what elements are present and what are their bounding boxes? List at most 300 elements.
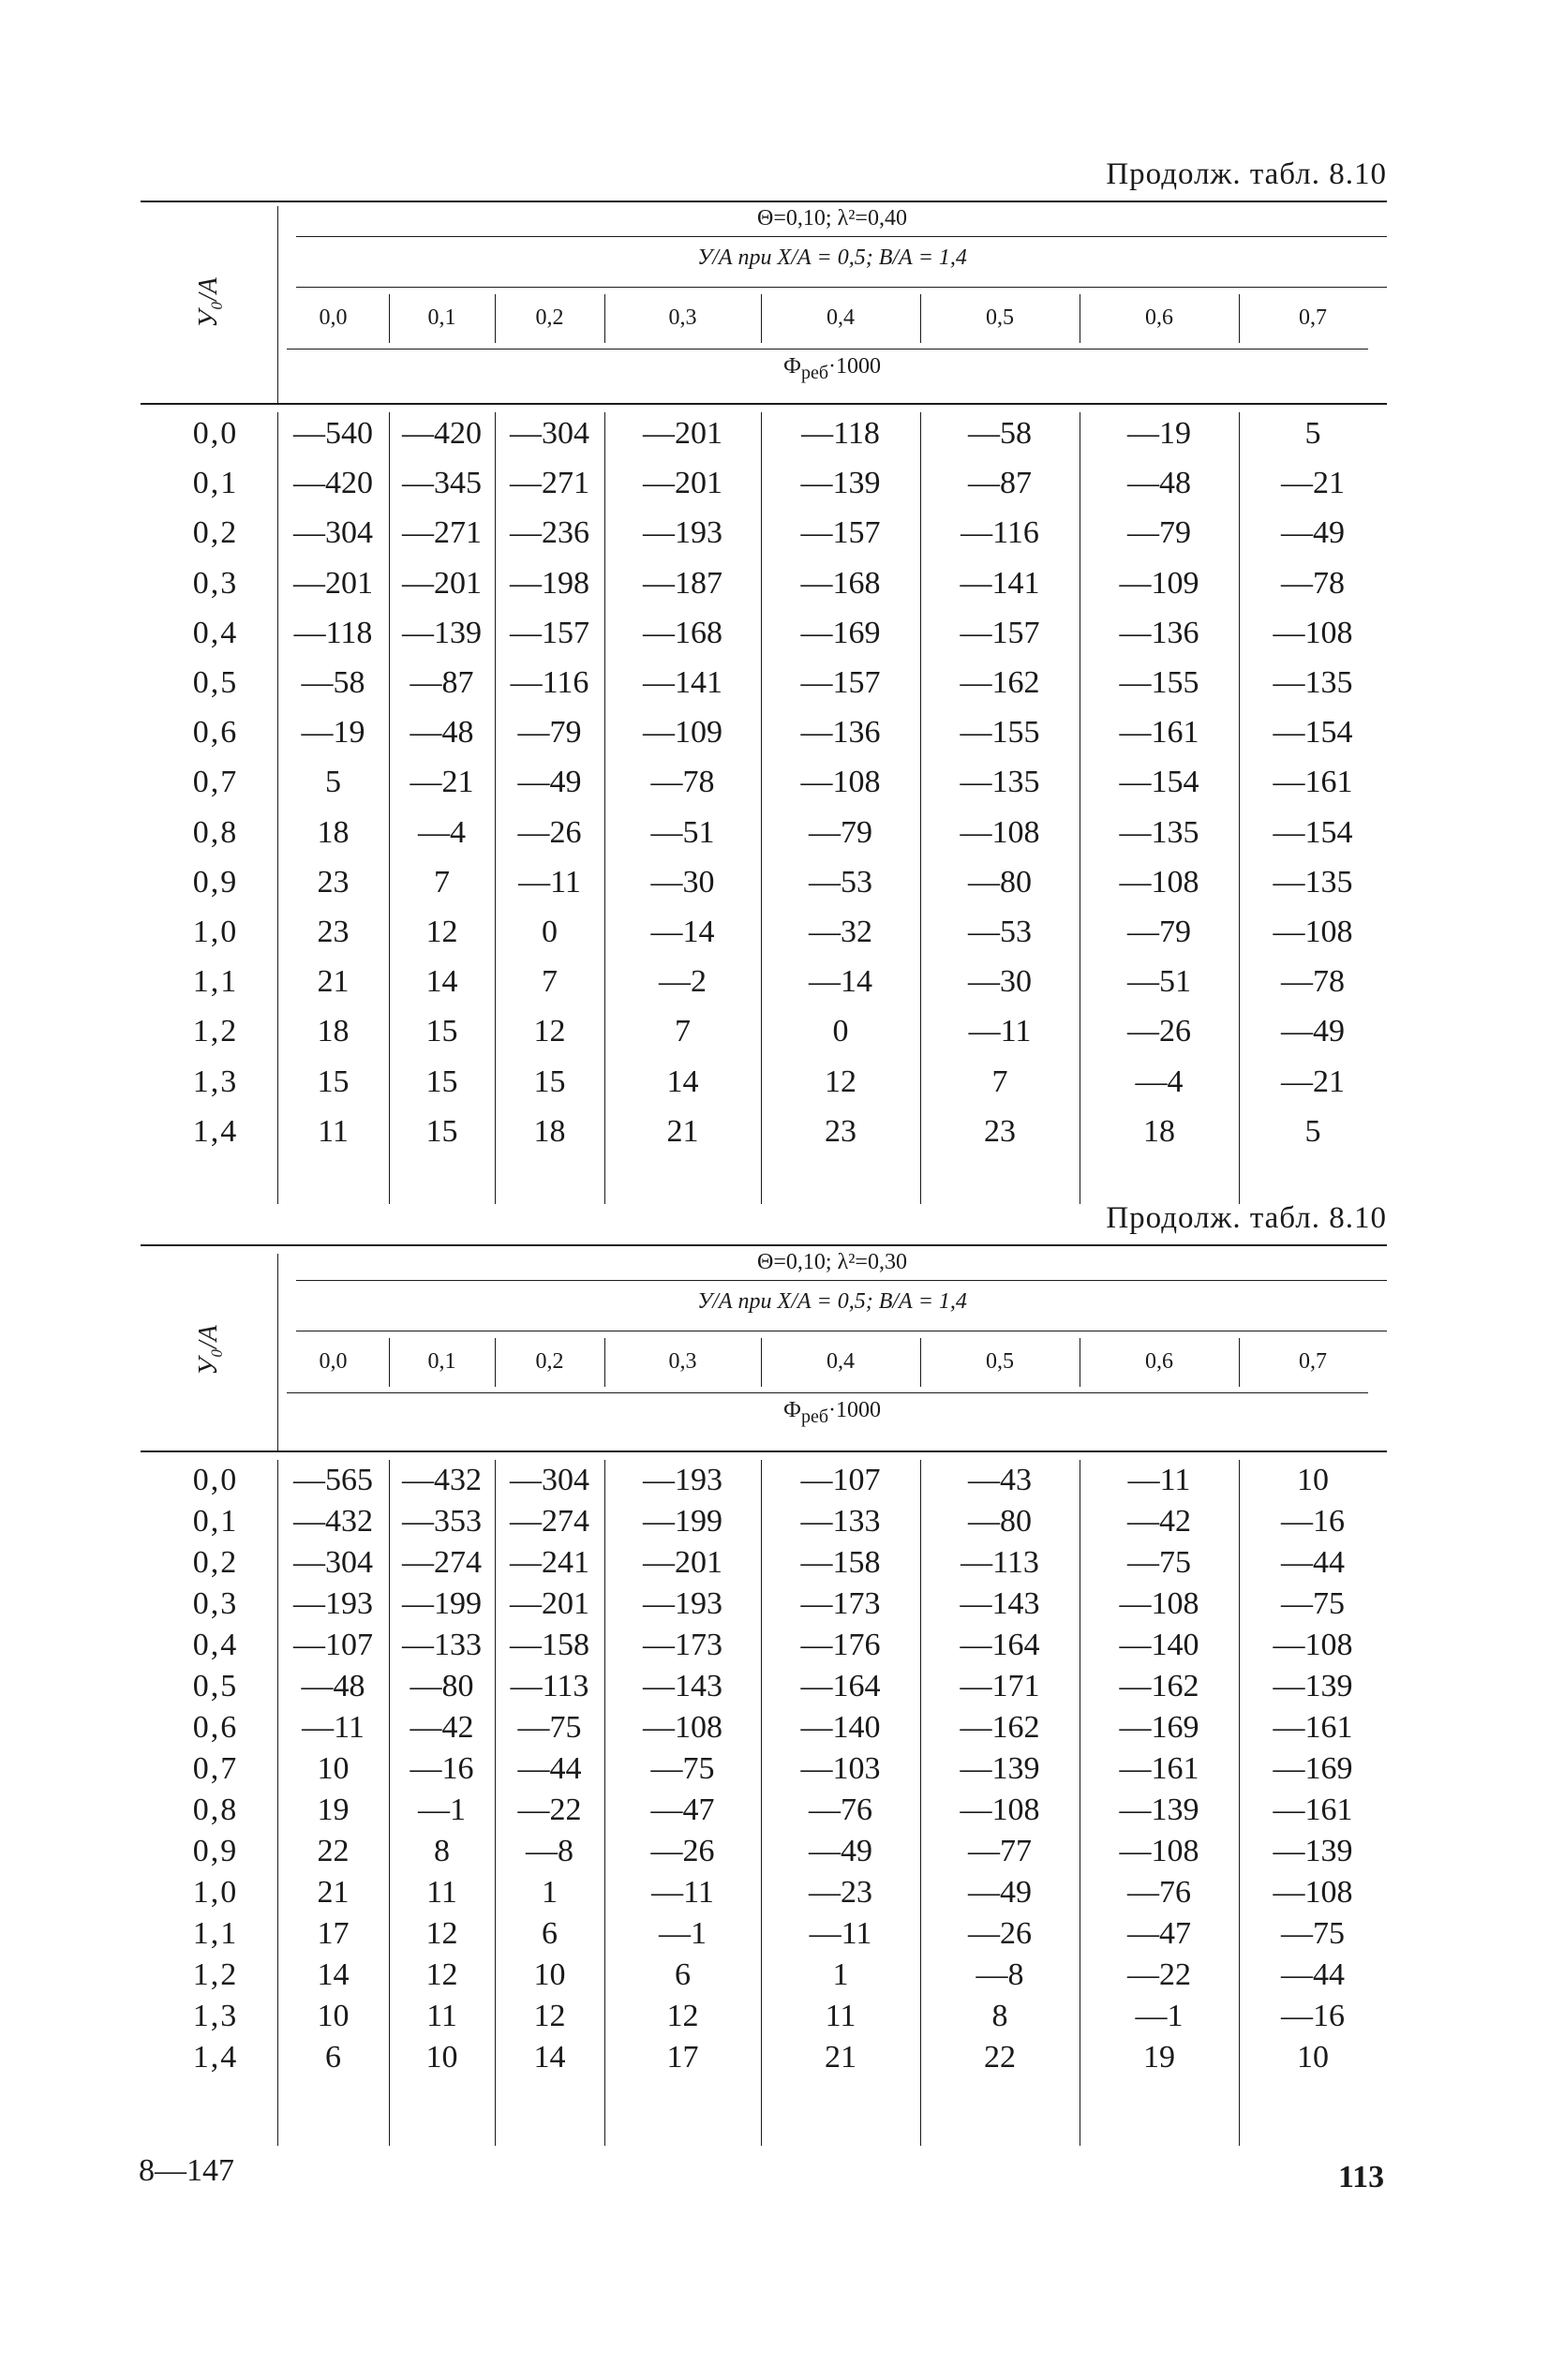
table-2-table-cell: —161 [1273, 1710, 1353, 1745]
table-2-table-cell: 8 [991, 1999, 1008, 2033]
table-1-table-cell: —161 [1119, 715, 1199, 751]
table-1-table-cell: —168 [643, 615, 722, 650]
table-2-table-cell: —108 [1273, 1875, 1353, 1910]
table-2-column-header: 0,1 [427, 1349, 456, 1374]
table-1-table-cell: —157 [960, 615, 1040, 650]
table-2-table-cell: —16 [410, 1751, 474, 1786]
table-2-table-cell: —49 [809, 1834, 872, 1868]
table-1-table-cell: —155 [960, 715, 1040, 751]
table-1-row-label: 0,4 [192, 615, 239, 650]
table-2-table-cell: —75 [1127, 1545, 1191, 1580]
table-2-table-cell: —75 [1281, 1916, 1345, 1951]
table-1-column-header-rule [287, 349, 1368, 350]
table-1-table-cell: —193 [643, 515, 722, 551]
table-1-table-cell: —11 [518, 864, 581, 900]
table-2-table-cell: —107 [800, 1463, 881, 1497]
table-2-table-cell: —161 [1119, 1751, 1199, 1786]
table-2-row-axis-label: У₀/А [194, 1325, 223, 1376]
table-2-table-cell: 21 [317, 1875, 350, 1910]
table-2-table-cell: —76 [1127, 1875, 1191, 1910]
table-2-column-header-rule [287, 1392, 1368, 1393]
table-1-table-cell: —169 [800, 615, 881, 650]
table-1-table-cell: —118 [801, 416, 880, 451]
table-2-table-cell: —11 [809, 1916, 872, 1951]
table-1-table-cell: —26 [517, 814, 582, 850]
table-2-table-cell: 12 [533, 1999, 566, 2033]
table-1-table-cell: 15 [425, 1064, 458, 1099]
table-1-table-cell: 21 [666, 1113, 699, 1149]
table-2-row-label: 0,3 [192, 1586, 239, 1621]
table-1-table-cell: —51 [1127, 964, 1191, 1000]
table-2-table-cell: —158 [510, 1628, 589, 1662]
table-1-table-cell: 5 [1304, 1113, 1321, 1149]
table-1-table-cell: —108 [1119, 864, 1199, 900]
table-1-table-cell: 14 [425, 964, 458, 1000]
table-1-row-label: 0,6 [192, 715, 239, 751]
table-2-params-rule [296, 1280, 1387, 1281]
table-1-table-cell: —30 [968, 964, 1032, 1000]
table-1-table-cell: —135 [1119, 814, 1199, 850]
table-2-column-header-divider [389, 1338, 390, 1387]
table-1-table-cell: —201 [293, 565, 373, 601]
table-2-table-cell: —143 [960, 1586, 1040, 1621]
table-1-table-cell: —157 [800, 665, 881, 700]
table-2-table-cell: 22 [317, 1834, 350, 1868]
table-2-table-cell: 10 [317, 1751, 350, 1786]
table-1-table-cell: —53 [968, 915, 1032, 949]
table-1-row-label: 0,9 [192, 864, 239, 900]
table-1-table-cell: 15 [317, 1064, 350, 1099]
table-1-row-label: 0,8 [192, 814, 239, 850]
table-1-table-cell: —154 [1273, 715, 1353, 751]
table-2-table-cell: —139 [1119, 1792, 1199, 1827]
table-1-table-cell: —162 [960, 665, 1040, 700]
table-2-table-cell: —11 [651, 1875, 714, 1910]
table-2-column-header: 0,4 [827, 1349, 855, 1374]
table-1-table-cell: —109 [1119, 565, 1199, 601]
table-2-table-cell: —47 [650, 1792, 715, 1827]
table-2-column-header-divider [1239, 1338, 1240, 1387]
table-2-table-cell: —108 [1119, 1834, 1199, 1868]
table-2-row-label: 0,7 [192, 1751, 239, 1786]
table-1-table-cell: —48 [410, 715, 474, 751]
table-2-column-header: 0,7 [1299, 1349, 1327, 1374]
table-1-table-cell: —187 [643, 565, 722, 601]
table-1-table-cell: 23 [317, 915, 350, 949]
table-2-table-cell: 6 [325, 2040, 341, 2075]
table-1-table-cell: —304 [510, 416, 589, 451]
table-1-table-cell: 15 [533, 1064, 566, 1099]
table-1-table-cell: 18 [317, 814, 350, 850]
table-2-table-cell: —158 [800, 1545, 881, 1580]
table-2-table-cell: 6 [675, 1957, 691, 1992]
table-1-table-cell: —53 [809, 864, 872, 900]
table-1-table-cell: —79 [517, 715, 582, 751]
table-1-table-cell: —136 [1119, 615, 1199, 650]
table-2-table-cell: —26 [650, 1834, 715, 1868]
table-1-table-cell: 23 [825, 1113, 856, 1149]
table-2-table-cell: —108 [1273, 1628, 1353, 1662]
table-1-column-header: 0,7 [1299, 305, 1327, 330]
table-2-table-cell: —11 [1127, 1463, 1191, 1497]
table-2-table-cell: —432 [402, 1463, 482, 1497]
table-2-table-cell: —139 [960, 1751, 1040, 1786]
table-2-table-cell: —201 [643, 1545, 722, 1580]
table-2-table-cell: 10 [317, 1999, 350, 2033]
table-2-table-cell: —76 [809, 1792, 872, 1827]
table-2-table-cell: —140 [800, 1710, 881, 1745]
table-1-table-cell: —58 [301, 665, 365, 700]
table-1-table-cell: —11 [968, 1014, 1032, 1049]
table-2-table-cell: —47 [1127, 1916, 1191, 1951]
table-1-table-cell: —80 [968, 864, 1032, 900]
table-2-table-cell: —169 [1273, 1751, 1353, 1786]
table-1-column-header: 0,3 [668, 305, 697, 330]
table-2-table-cell: 12 [425, 1916, 458, 1951]
table-2-table-cell: —42 [1127, 1504, 1191, 1539]
table-1-table-cell: 18 [317, 1014, 350, 1049]
table-1-table-cell: —271 [402, 515, 482, 551]
table-1-table-cell: —540 [293, 416, 373, 451]
table-2-column-header: 0,6 [1145, 1349, 1173, 1374]
table-1-subheader: У/А при Х/А = 0,5; В/А = 1,4 [697, 245, 967, 270]
table-1-table-cell: —21 [410, 765, 474, 800]
table-1-table-cell: —168 [800, 565, 881, 601]
table-2-table-cell: —140 [1119, 1628, 1199, 1662]
table-1-table-cell: 21 [317, 964, 350, 1000]
table-1-table-cell: —108 [1273, 615, 1353, 650]
table-2-table-cell: —22 [517, 1792, 582, 1827]
table-2-table-cell: 17 [666, 2040, 699, 2075]
table-1-table-cell: —26 [1127, 1014, 1191, 1049]
table-2-table-cell: 1 [542, 1875, 558, 1910]
table-2-row-label: 0,6 [192, 1710, 239, 1745]
table-2-table-cell: 14 [533, 2040, 566, 2075]
table-2-side-divider [277, 1254, 278, 1450]
table-1-row-label: 0,5 [192, 665, 239, 700]
table-2-row-label: 1,3 [192, 1999, 239, 2033]
table-1-table-cell: 18 [533, 1113, 566, 1149]
table-1-table-cell: 7 [542, 964, 558, 1000]
table-2-table-cell: —8 [976, 1957, 1024, 1992]
table-2-table-cell: —75 [517, 1710, 582, 1745]
table-2-column-header: 0,5 [986, 1349, 1014, 1374]
table-2-table-cell: 6 [542, 1916, 558, 1951]
table-2-row-label: 1,1 [192, 1916, 239, 1951]
table-1-table-cell: —49 [1281, 1014, 1345, 1049]
table-1-table-cell: —154 [1119, 765, 1199, 800]
table-2-table-cell: —353 [402, 1504, 482, 1539]
table-1-table-cell: —135 [1273, 665, 1353, 700]
table-1-table-cell: —19 [1127, 416, 1191, 451]
table-1-table-cell: —30 [650, 864, 715, 900]
table-1-table-cell: —345 [402, 466, 482, 501]
table-1-table-cell: —108 [1273, 915, 1353, 949]
table-2-table-cell: —193 [293, 1586, 373, 1621]
table-1-table-cell: —79 [809, 814, 872, 850]
table-2-column-header-divider [761, 1338, 762, 1387]
table-2-table-cell: —8 [526, 1834, 573, 1868]
table-1-row-label: 1,3 [192, 1064, 239, 1099]
table-2-table-cell: —193 [643, 1463, 722, 1497]
table-2-row-label: 1,2 [192, 1957, 239, 1992]
table-2-table-cell: —173 [800, 1586, 881, 1621]
table-2-table-cell: —1 [1135, 1999, 1184, 2033]
table-2-value-label: $Ф_{реб}\cdot 1000$ [782, 1398, 882, 1427]
table-2-table-cell: —199 [402, 1586, 482, 1621]
table-1-column-header: 0,6 [1145, 305, 1173, 330]
table-1-side-divider [277, 206, 278, 403]
table-1-table-cell: —87 [410, 665, 474, 700]
table-1-table-cell: 0 [832, 1014, 849, 1049]
table-2-table-cell: —75 [1281, 1586, 1345, 1621]
table-2-table-cell: —176 [800, 1628, 881, 1662]
table-2-column-header: 0,2 [535, 1349, 564, 1374]
table-2-row-label: 0,1 [192, 1504, 239, 1539]
table-1-table-cell: —49 [1281, 515, 1345, 551]
table-2-table-cell: 10 [425, 2040, 458, 2075]
table-1-row-axis-label: У₀/А [194, 277, 223, 328]
table-2-table-cell: 8 [434, 1834, 450, 1868]
table-1-table-cell: —420 [293, 466, 373, 501]
table-2-column-header-divider [604, 1338, 605, 1387]
table-2-subheader: У/А при Х/А = 0,5; В/А = 1,4 [697, 1289, 967, 1314]
table-2-table-cell: 10 [533, 1957, 566, 1992]
table-1-table-cell: —116 [510, 665, 589, 700]
table-1-table-cell: —201 [402, 565, 482, 601]
table-1-value-label: $Ф_{реб}\cdot 1000$ [782, 354, 882, 383]
table-1-row-label: 0,0 [192, 416, 239, 451]
table-1-table-cell: —420 [402, 416, 482, 451]
table-1-row-label: 1,2 [192, 1014, 239, 1049]
table-1-table-cell: —154 [1273, 814, 1353, 850]
table-2-table-cell: —11 [302, 1710, 365, 1745]
table-1-table-cell: 14 [666, 1064, 699, 1099]
table-2-column-divider [920, 1460, 921, 2146]
table-1-table-cell: 15 [425, 1014, 458, 1049]
table-2-row-label: 0,9 [192, 1834, 239, 1868]
table-2-table-cell: —139 [1273, 1834, 1353, 1868]
table-1-table-cell: —4 [1135, 1064, 1184, 1099]
table-1-caption: Продолж. табл. 8.10 [1106, 157, 1387, 191]
table-2-table-cell: —199 [643, 1504, 722, 1539]
table-1-table-cell: —201 [643, 416, 722, 451]
table-2-table-cell: —193 [643, 1586, 722, 1621]
table-2-table-cell: 1 [832, 1957, 849, 1992]
table-2-table-cell: 17 [317, 1916, 350, 1951]
table-2-table-cell: 11 [825, 1999, 856, 2033]
table-2-table-cell: —103 [800, 1751, 881, 1786]
table-1-table-cell: 5 [1304, 416, 1321, 451]
table-1-row-label: 0,3 [192, 565, 239, 601]
table-2-column-header-divider [920, 1338, 921, 1387]
table-2-table-cell: —164 [960, 1628, 1040, 1662]
table-1-header-bottom-rule [141, 403, 1387, 405]
table-2-table-cell: —432 [293, 1504, 373, 1539]
table-1-table-cell: —58 [968, 416, 1032, 451]
table-2-table-cell: —108 [1119, 1586, 1199, 1621]
table-2-table-cell: —23 [809, 1875, 872, 1910]
table-1-table-cell: —108 [800, 765, 881, 800]
table-2-table-cell: 11 [426, 1875, 457, 1910]
table-2-table-cell: —139 [1273, 1669, 1353, 1703]
table-2-table-cell: —1 [659, 1916, 707, 1951]
table-2-table-cell: —108 [960, 1792, 1040, 1827]
table-2-table-cell: 19 [317, 1792, 350, 1827]
table-1-table-cell: —19 [301, 715, 365, 751]
table-1-table-cell: —116 [961, 515, 1039, 551]
table-1-table-cell: 5 [325, 765, 341, 800]
table-1-table-cell: —198 [510, 565, 589, 601]
table-2-table-cell: —42 [410, 1710, 474, 1745]
table-2-table-cell: 21 [825, 2040, 856, 2075]
table-2-table-cell: —80 [410, 1669, 474, 1703]
table-1-subheader-rule [296, 287, 1387, 288]
table-2-table-cell: —241 [510, 1545, 589, 1580]
table-2-table-cell: —16 [1281, 1999, 1345, 2033]
table-2-table-cell: —304 [510, 1463, 589, 1497]
table-1-table-cell: —78 [1281, 964, 1345, 1000]
table-1-column-header: 0,0 [319, 305, 348, 330]
table-2-table-cell: 11 [426, 1999, 457, 2033]
table-1-table-cell: 7 [991, 1064, 1008, 1099]
table-1-table-cell: —135 [1273, 864, 1353, 900]
table-2-row-label: 0,2 [192, 1545, 239, 1580]
table-1-row-label: 1,4 [192, 1113, 239, 1149]
table-2-row-label: 1,4 [192, 2040, 239, 2075]
table-1-table-cell: 12 [825, 1064, 856, 1099]
table-2-top-rule [141, 1244, 1387, 1246]
table-1-table-cell: 18 [1143, 1113, 1175, 1149]
table-1-table-cell: —14 [650, 915, 715, 949]
table-1-column-header: 0,4 [827, 305, 855, 330]
table-2-table-cell: —164 [800, 1669, 881, 1703]
table-1-table-cell: —49 [517, 765, 582, 800]
table-1-column-header: 0,1 [427, 305, 456, 330]
table-1-table-cell: —2 [659, 964, 707, 1000]
table-1-table-cell: —79 [1127, 515, 1191, 551]
table-1-table-cell: 23 [984, 1113, 1016, 1149]
table-1-table-cell: —109 [643, 715, 722, 751]
table-1-table-cell: 0 [542, 915, 558, 949]
table-1-row-label: 1,0 [192, 915, 239, 949]
table-2-column-header: 0,0 [319, 1349, 348, 1374]
table-2-table-cell: —143 [643, 1669, 722, 1703]
table-2-column-header: 0,3 [668, 1349, 697, 1374]
table-1-table-cell: 23 [317, 864, 350, 900]
table-1-column-header-divider [761, 294, 762, 343]
table-2-column-divider [761, 1460, 762, 2146]
print-signature: 8—147 [139, 2153, 234, 2188]
table-2-table-cell: —26 [968, 1916, 1032, 1951]
table-1-column-header-divider [604, 294, 605, 343]
table-1-column-header: 0,2 [535, 305, 564, 330]
table-1-table-cell: —87 [968, 466, 1032, 501]
table-1-top-rule [141, 201, 1387, 202]
table-2-header-bottom-rule [141, 1450, 1387, 1452]
table-1-table-cell: —141 [960, 565, 1040, 601]
table-1-row-label: 0,1 [192, 466, 239, 501]
table-1-table-cell: —139 [800, 466, 881, 501]
table-1-table-cell: —135 [960, 765, 1040, 800]
table-1-row-label: 1,1 [192, 964, 239, 1000]
table-2-row-label: 0,4 [192, 1628, 239, 1662]
table-2-table-cell: 14 [317, 1957, 350, 1992]
table-1-table-cell: —21 [1281, 466, 1345, 501]
table-1-table-cell: 12 [425, 915, 458, 949]
table-1-params-rule [296, 236, 1387, 237]
table-1-table-cell: —32 [809, 915, 872, 949]
table-2-row-label: 0,5 [192, 1669, 239, 1703]
table-1-table-cell: —78 [650, 765, 715, 800]
table-1-table-cell: —161 [1273, 765, 1353, 800]
table-1-table-cell: 12 [533, 1014, 566, 1049]
table-2-table-cell: —43 [968, 1463, 1032, 1497]
table-1-table-cell: —48 [1127, 466, 1191, 501]
table-1-table-cell: —14 [809, 964, 872, 1000]
table-1-column-header-divider [920, 294, 921, 343]
table-1-table-cell: —304 [293, 515, 373, 551]
table-1-column-header-divider [389, 294, 390, 343]
table-1-column-header-divider [1239, 294, 1240, 343]
table-1-table-cell: 7 [675, 1014, 691, 1049]
table-2-column-divider [1239, 1460, 1240, 2146]
table-1-table-cell: —51 [650, 814, 715, 850]
table-1-table-cell: —157 [510, 615, 589, 650]
table-1-table-cell: —139 [402, 615, 482, 650]
table-2-row-label: 1,0 [192, 1875, 239, 1910]
table-1-table-cell: 11 [318, 1113, 349, 1149]
table-2-table-cell: —48 [301, 1669, 365, 1703]
table-2-table-cell: —44 [517, 1751, 582, 1786]
table-2-table-cell: —169 [1119, 1710, 1199, 1745]
table-2-row-label: 0,8 [192, 1792, 239, 1827]
table-1-table-cell: —236 [510, 515, 589, 551]
table-2-table-cell: —133 [402, 1628, 482, 1662]
table-2-table-cell: —80 [968, 1504, 1032, 1539]
table-2-table-cell: —22 [1127, 1957, 1191, 1992]
table-2-table-cell: 22 [984, 2040, 1016, 2075]
table-1-row-label: 0,2 [192, 515, 239, 551]
table-2-caption: Продолж. табл. 8.10 [1106, 1201, 1387, 1235]
table-2-table-cell: 12 [425, 1957, 458, 1992]
table-1-column-header: 0,5 [986, 305, 1014, 330]
table-1-column-header-divider [495, 294, 496, 343]
table-2-column-header-divider [495, 1338, 496, 1387]
table-2-table-cell: —274 [402, 1545, 482, 1580]
table-1-column-divider [920, 412, 921, 1204]
table-2-table-cell: —173 [643, 1628, 722, 1662]
table-2-table-cell: —171 [960, 1669, 1040, 1703]
table-2-table-cell: —201 [510, 1586, 589, 1621]
table-1-table-cell: —136 [800, 715, 881, 751]
table-1-params: Θ=0,10; λ²=0,40 [757, 206, 907, 231]
table-1-column-divider [761, 412, 762, 1204]
table-2-table-cell: —44 [1281, 1957, 1345, 1992]
table-2-table-cell: 19 [1143, 2040, 1175, 2075]
table-2-table-cell: 12 [666, 1999, 699, 2033]
table-2-table-cell: —304 [293, 1545, 373, 1580]
table-2-table-cell: —108 [643, 1710, 722, 1745]
table-2-table-cell: —274 [510, 1504, 589, 1539]
table-2-table-cell: —113 [961, 1545, 1039, 1580]
table-2-table-cell: 10 [1297, 2040, 1329, 2075]
table-1-table-cell: 7 [434, 864, 450, 900]
table-2-table-cell: —565 [293, 1463, 373, 1497]
table-2-params: Θ=0,10; λ²=0,30 [757, 1250, 907, 1274]
table-1-table-cell: —4 [418, 814, 466, 850]
table-1-table-cell: —201 [643, 466, 722, 501]
